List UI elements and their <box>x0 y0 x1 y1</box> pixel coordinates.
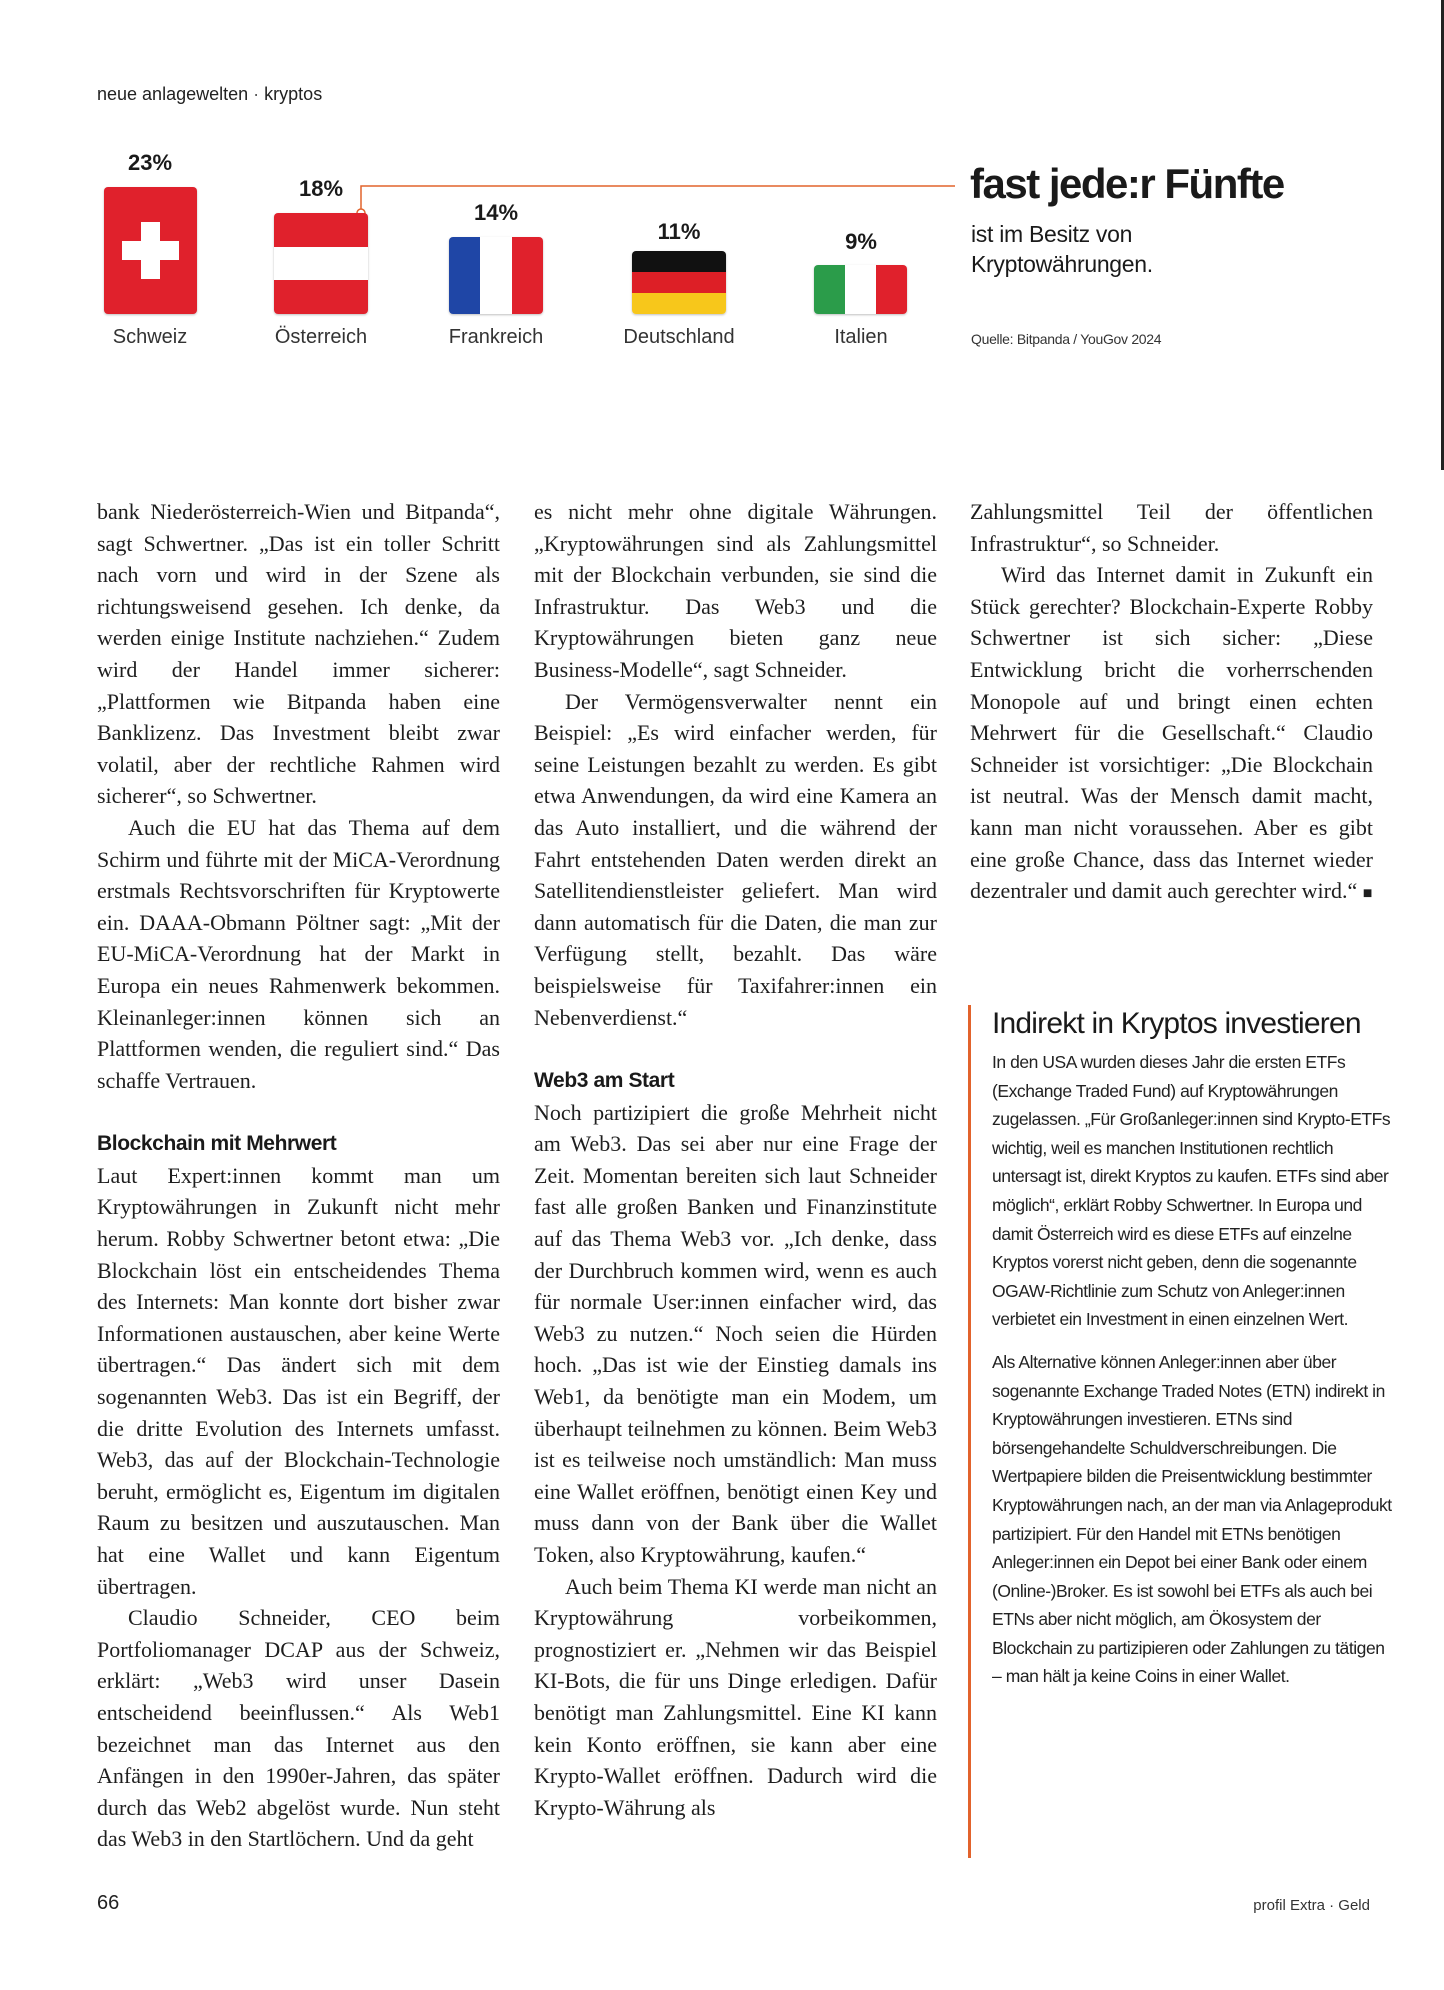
header-separator: · <box>253 84 260 104</box>
header-topic: kryptos <box>264 84 323 104</box>
country-label-italien: Italien <box>834 326 888 348</box>
percent-label-schweiz: 23% <box>127 150 173 175</box>
infographic-source: Quelle: Bitpanda / YouGov 2024 <box>971 331 1162 347</box>
paragraph: Noch partizipiert die große Mehrheit nicht am Web3. Das sei aber nur eine Frage der Zeit. Momentan bereiten sich laut Schneider fast alle großen Banken und Finanzinstitute auf das Thema Web3 vor. „Ich denke, dass der Durchbruch kommen wird, wenn es auch für normale User:innen einfacher wird, das Web3 zu nutzen.“ Noch seien die Hürden hoch. „Das ist wie der Einstieg damals ins Web1, da benötigte man ein Modem, um überhaupt teilnehmen zu können. Beim Web3 ist es teilweise noch umständlich: Man muss eine Wallet eröffnen, benötigt einen Key und muss dann von der Bank über die Wallet Token, also Kryptowährung, kaufen.“ <box>534 1099 937 1567</box>
french-stripe-white <box>480 237 511 314</box>
austrian-flag <box>274 213 368 314</box>
country-label-deutschland: Deutschland <box>623 326 735 348</box>
paragraph-text: Wird das Internet damit in Zukunft ein Stück gerechter? Blockchain-Experte Robby Schwertner ist sich sicher: „Diese Entwicklung bricht die vorherrschenden Monopole auf und bringt einen echten Mehrwert für die Gesellschaft.“ Claudio Schneider ist vorsichtiger: „Die Blockchain ist neutral. Was der Mensch damit macht, kann man nicht voraussehen. Aber es gibt eine große Chance, dass das Internet wieder dezentraler und damit auch gerechter wird.“ <box>970 562 1373 904</box>
article-column-3 <box>970 496 1373 910</box>
german-flag <box>632 251 726 314</box>
subheading-blockchain: Blockchain mit Mehrwert <box>97 1132 337 1156</box>
percent-label-oesterreich: 18% <box>298 176 344 201</box>
percent-label-frankreich: 14% <box>473 200 519 225</box>
paragraph: Auch beim Thema KI werde man nicht an Kryptowährung vorbeikommen, prognostiziert er. „Nehmen wir das Beispiel KI-Bots, die für uns Dinge erledigen. Dafür benötigt man Zahlungsmittel. Eine KI kann kein Konto eröffnen, sie kann aber eine Krypto-Wallet eröffnen. Dadurch wird die Krypto-Währung als <box>534 1573 937 1820</box>
austrian-stripe-top <box>274 213 368 247</box>
publication-footer: profil Extra · Geld <box>1253 1897 1370 1914</box>
austrian-stripe-middle <box>274 247 368 280</box>
paragraph: es nicht mehr ohne digitale Währungen. „Kryptowährungen sind als Zahlungsmittel mit der Blockchain verbunden, sie sind die Infrastruktur. Das Web3 und die Kryptowährungen bieten ganz neue Business-Modelle“, sagt Schneider. <box>534 499 937 682</box>
paragraph: bank Niederösterreich-Wien und Bitpanda“, sagt Schwertner. „Das ist ein toller Schritt nach vorn und wird in der Szene als richtungsweisend gesehen. Ich denke, da werden einige Institute nachziehen.“ Zudem wird der Handel immer sicherer: „Plattformen wie Bitpanda haben eine Banklizenz. Das Investment bleibt zwar volatil, aber der rechtliche Rahmen wird sicherer“, so Schwertner. <box>97 499 500 809</box>
info-box-paragraph: Als Alternative können Anleger:innen aber über sogenannte Exchange Traded Notes (ETN) indirekt in Kryptowährungen investieren. ETNs sind börsengehandelte Schuldverschreibungen. Die Wertpapiere bilden die Preisentwicklung bestimmter Kryptowährungen nach, an der man via Anlageprodukt partizipiert. Für den Handel mit ETNs benötigen Anleger:innen ein Depot bei einer Bank oder einem (Online-)Broker. Es ist sowohl bei ETFs als auch bei ETNs aber nicht möglich, am Ökosystem der Blockchain zu partizipieren oder Zahlungen zu tätigen – man hält ja keine Coins in einer Wallet. <box>992 1351 1392 1687</box>
country-label-frankreich: Frankreich <box>448 326 544 348</box>
italian-flag <box>814 265 907 314</box>
info-box <box>968 1005 1398 1858</box>
german-stripe-black <box>632 251 726 272</box>
article-column-1 <box>97 496 500 1855</box>
paragraph: Laut Expert:innen kommt man um Kryptowährungen in Zukunft nicht mehr herum. Robby Schwertner betont etwa: „Die Blockchain löst ein entscheidendes Thema des Internets: Man konnte dort bisher zwar Informationen austauschen, aber keine Werte übertragen.“ Das ändert sich mit dem sogenannten Web3. Das ist ein Begriff, der die dritte Evolution des Internets umfasst. Web3, das auf der Blockchain-Technologie beruht, ermöglicht es, Eigentum im digitalen Raum zu besitzen und auszutauschen. Man hat eine Wallet und kann Eigentum übertragen. <box>97 1162 500 1599</box>
italian-stripe-green <box>814 265 845 314</box>
italian-stripe-white <box>845 265 876 314</box>
paragraph: Auch die EU hat das Thema auf dem Schirm und führte mit der MiCA-Verordnung erstmals Rechtsvorschriften für Kryptowerte ein. DAAA-Obmann Pöltner sagt: „Mit der EU-MiCA-Verordnung hat der Markt in Europa ein neues Rahmenwerk bekommen. Kleinanleger:innen können sich an Plattformen wenden, die reguliert sind.“ Das schaffe Vertrauen. <box>97 814 500 1093</box>
infographic-subline: ist im Besitz von Kryptowährungen. <box>971 221 1153 277</box>
running-header <box>97 84 322 105</box>
info-box-title: Indirekt in Kryptos investieren <box>992 1007 1361 1040</box>
header-section: neue anlagewelten <box>97 84 249 104</box>
paragraph: Claudio Schneider, CEO beim Portfoliomanager DCAP aus der Schweiz, erklärt: „Web3 wird unser Dasein entscheidend beeinflussen.“ Als Web1 bezeichnet man das Internet aus den Anfängen in den 1990er-Jahren, das später durch das Web2 abgelöst wurde. Nun steht das Web3 in den Startlöchern. Und da geht <box>97 1605 500 1852</box>
percent-label-italien: 9% <box>845 229 877 254</box>
paragraph <box>970 559 1373 910</box>
page-number: 66 <box>97 1892 120 1914</box>
country-label-schweiz: Schweiz <box>112 326 188 348</box>
french-flag <box>449 237 543 314</box>
austrian-stripe-bottom <box>274 280 368 314</box>
subheading-web3: Web3 am Start <box>534 1069 675 1093</box>
german-stripe-red <box>632 272 726 293</box>
infographic-headline: fast jede:r Fünfte <box>970 160 1284 207</box>
italian-stripe-red <box>876 265 907 314</box>
country-label-oesterreich: Österreich <box>274 326 368 348</box>
article-column-2 <box>534 496 937 1823</box>
swiss-flag <box>104 187 197 314</box>
end-mark-icon: ■ <box>1362 885 1373 903</box>
percent-label-deutschland: 11% <box>657 219 701 244</box>
french-stripe-red <box>512 237 543 314</box>
info-box-paragraph: In den USA wurden dieses Jahr die ersten ETFs (Exchange Traded Fund) auf Kryptowährungen zugelassen. „Für Großanleger:innen sind Krypto-ETFs wichtig, weil es manchen Institutionen rechtlich untersagt ist, direkt Kryptos zu kaufen. ETFs sind aber möglich“, erklärt Robby Schwertner. In Europa und damit Österreich wird es diese ETFs auf einzelne Kryptos vorerst nicht geben, denn die sogenannte OGAW-Richtlinie zum Schutz von Anleger:innen verbietet ein Investment in einen einzelnen Wert. <box>992 1052 1391 1330</box>
swiss-cross-horizontal <box>122 241 179 260</box>
french-stripe-blue <box>449 237 480 314</box>
german-stripe-gold <box>632 293 726 314</box>
paragraph: Der Vermögensverwalter nennt ein Beispiel: „Es wird einfacher werden, für seine Leistungen bezahlt zu werden. Es gibt etwa Anwendungen, da wird eine Kamera an das Auto installiert, und die während der Fahrt entstehenden Daten werden direkt an Satellitendienstleister geliefert. Man wird dann automatisch für die Daten, die man zur Verfügung stellt, bezahlt. Das wäre beispielsweise für Taxifahrer:innen ein Nebenverdienst.“ <box>534 688 937 1030</box>
paragraph: Zahlungsmittel Teil der öffentlichen Infrastruktur“, so Schneider. <box>970 499 1373 556</box>
